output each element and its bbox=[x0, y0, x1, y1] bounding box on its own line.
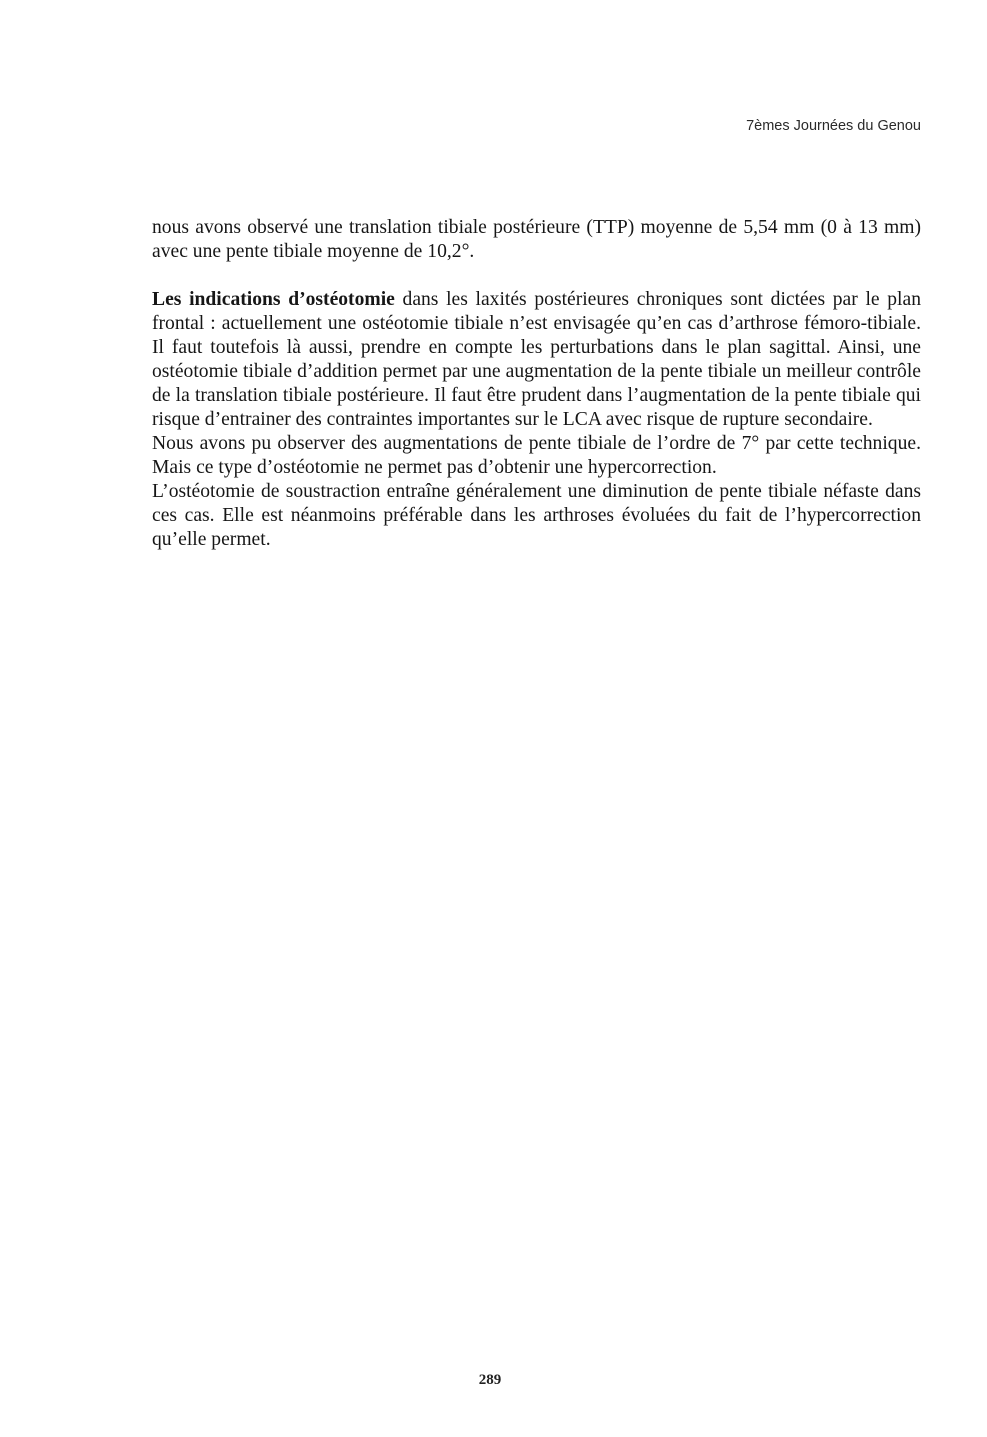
paragraph-text: Nous avons pu observer des augmentations de pente tibiale de l’ordre de 7° par cette technique. Mais ce type d’ostéotomie ne permet pas d’obtenir une hypercorrection. bbox=[152, 433, 921, 478]
paragraph-lead-heading: Les indications d’ostéotomie bbox=[152, 289, 395, 310]
paragraph-text: L’ostéotomie de soustraction entraîne généralement une diminution de pente tibiale néfaste dans ces cas. Elle est néanmoins préférable dans les arthroses évoluées du fait de l’hypercorrection qu’elle permet. bbox=[152, 481, 921, 550]
paragraph-subtraction-osteotomy bbox=[152, 480, 921, 552]
paragraph-osteotomy-indications bbox=[152, 288, 921, 432]
running-header: 7èmes Journées du Genou bbox=[746, 118, 921, 134]
paragraph-text: nous avons observé une translation tibiale postérieure (TTP) moyenne de 5,54 mm (0 à 13 mm) avec une pente tibiale moyenne de 10,2°. bbox=[152, 217, 921, 262]
paragraph-slope-increase bbox=[152, 432, 921, 480]
body-text bbox=[152, 216, 921, 552]
page-number: 289 bbox=[478, 1372, 502, 1388]
paragraph-text: dans les laxités postérieures chroniques sont dictées par le plan frontal : actuellement une ostéotomie tibiale n’est envisagée qu’en cas d’arthrose fémoro-tibiale. Il faut toutefois là aussi, prendre en compte les perturbations dans le plan sagittal. Ainsi, une ostéotomie tibiale d’addition permet par une augmentation de la pente tibiale un meilleur contrôle de la translation tibiale postérieure. Il faut être prudent dans l’augmentation de la pente tibiale qui risque d’entrainer des contraintes importantes sur le LCA avec risque de rupture secondaire. bbox=[152, 289, 921, 430]
paragraph-ttp-results bbox=[152, 216, 921, 264]
